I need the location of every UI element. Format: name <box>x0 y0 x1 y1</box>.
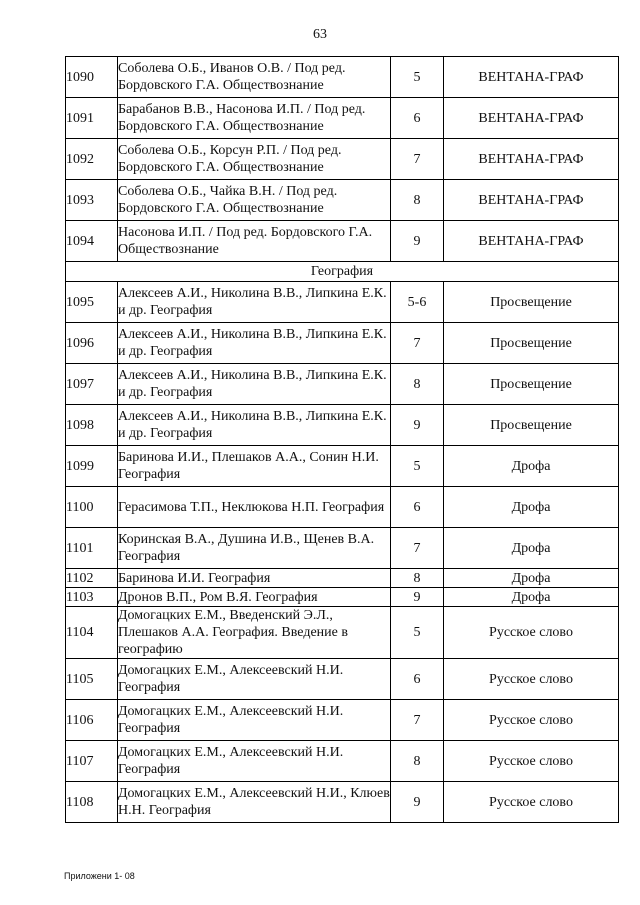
table-row <box>66 588 619 607</box>
row-authors: Алексеев А.И., Николина В.В., Липкина Е.К. и др. География <box>118 323 391 364</box>
textbook-table <box>65 56 619 823</box>
table-row <box>66 487 619 528</box>
row-publisher: Дрофа <box>444 487 619 528</box>
row-publisher: ВЕНТАНА-ГРАФ <box>444 98 619 139</box>
row-number: 1107 <box>66 741 118 782</box>
table-row <box>66 782 619 823</box>
row-publisher: Русское слово <box>444 700 619 741</box>
table-row <box>66 364 619 405</box>
row-grade: 7 <box>391 323 444 364</box>
row-publisher: Русское слово <box>444 607 619 659</box>
table-row <box>66 700 619 741</box>
row-authors: Дронов В.П., Ром В.Я. География <box>118 588 391 607</box>
row-grade: 8 <box>391 741 444 782</box>
table-row <box>66 607 619 659</box>
table-row <box>66 446 619 487</box>
row-number: 1097 <box>66 364 118 405</box>
row-publisher: Дрофа <box>444 569 619 588</box>
table-row <box>66 57 619 98</box>
table-row <box>66 659 619 700</box>
row-publisher: Просвещение <box>444 405 619 446</box>
table-row <box>66 180 619 221</box>
footer-note: Приложени 1- 08 <box>64 871 135 881</box>
row-number: 1095 <box>66 282 118 323</box>
row-grade: 5 <box>391 57 444 98</box>
row-authors: Алексеев А.И., Николина В.В., Липкина Е.К. и др. География <box>118 282 391 323</box>
table-row <box>66 98 619 139</box>
row-publisher: ВЕНТАНА-ГРАФ <box>444 139 619 180</box>
row-grade: 6 <box>391 487 444 528</box>
page-number: 63 <box>313 27 327 42</box>
row-grade: 5-6 <box>391 282 444 323</box>
row-grade: 5 <box>391 446 444 487</box>
row-number: 1093 <box>66 180 118 221</box>
table-row <box>66 282 619 323</box>
row-grade: 9 <box>391 221 444 262</box>
row-number: 1094 <box>66 221 118 262</box>
row-grade: 7 <box>391 528 444 569</box>
row-number: 1108 <box>66 782 118 823</box>
row-grade: 9 <box>391 782 444 823</box>
row-number: 1105 <box>66 659 118 700</box>
row-publisher: Просвещение <box>444 323 619 364</box>
row-grade: 9 <box>391 588 444 607</box>
row-number: 1091 <box>66 98 118 139</box>
row-number: 1106 <box>66 700 118 741</box>
row-number: 1090 <box>66 57 118 98</box>
row-number: 1100 <box>66 487 118 528</box>
row-number: 1101 <box>66 528 118 569</box>
row-publisher: Дрофа <box>444 588 619 607</box>
row-publisher: Русское слово <box>444 782 619 823</box>
row-number: 1103 <box>66 588 118 607</box>
row-authors: Соболева О.Б., Чайка В.Н. / Под ред. Бордовского Г.А. Обществознание <box>118 180 391 221</box>
row-authors: Домогацких Е.М., Введенский Э.Л., Плешаков А.А. География. Введение в географию <box>118 607 391 659</box>
row-publisher: ВЕНТАНА-ГРАФ <box>444 180 619 221</box>
table-row <box>66 741 619 782</box>
row-grade: 8 <box>391 364 444 405</box>
row-number: 1102 <box>66 569 118 588</box>
row-number: 1092 <box>66 139 118 180</box>
table-row <box>66 405 619 446</box>
row-publisher: Дрофа <box>444 528 619 569</box>
section-title: География <box>66 262 619 282</box>
row-authors: Баринова И.И. География <box>118 569 391 588</box>
row-grade: 9 <box>391 405 444 446</box>
row-authors: Барабанов В.В., Насонова И.П. / Под ред. Бордовского Г.А. Обществознание <box>118 98 391 139</box>
row-authors: Алексеев А.И., Николина В.В., Липкина Е.К. и др. География <box>118 364 391 405</box>
row-authors: Герасимова Т.П., Неклюкова Н.П. География <box>118 487 391 528</box>
row-authors: Насонова И.П. / Под ред. Бордовского Г.А. Обществознание <box>118 221 391 262</box>
row-authors: Соболева О.Б., Иванов О.В. / Под ред. Бордовского Г.А. Обществознание <box>118 57 391 98</box>
row-publisher: ВЕНТАНА-ГРАФ <box>444 221 619 262</box>
row-publisher: Дрофа <box>444 446 619 487</box>
row-authors: Домогацких Е.М., Алексеевский Н.И., Клюев Н.Н. География <box>118 782 391 823</box>
row-publisher: Просвещение <box>444 364 619 405</box>
row-number: 1098 <box>66 405 118 446</box>
row-authors: Коринская В.А., Душина И.В., Щенев В.А. География <box>118 528 391 569</box>
row-publisher: Просвещение <box>444 282 619 323</box>
row-number: 1096 <box>66 323 118 364</box>
row-authors: Домогацких Е.М., Алексеевский Н.И. География <box>118 700 391 741</box>
row-publisher: Русское слово <box>444 741 619 782</box>
row-grade: 8 <box>391 569 444 588</box>
row-publisher: Русское слово <box>444 659 619 700</box>
row-grade: 7 <box>391 700 444 741</box>
row-authors: Домогацких Е.М., Алексеевский Н.И. География <box>118 741 391 782</box>
row-number: 1104 <box>66 607 118 659</box>
row-authors: Алексеев А.И., Николина В.В., Липкина Е.К. и др. География <box>118 405 391 446</box>
table-row <box>66 221 619 262</box>
row-publisher: ВЕНТАНА-ГРАФ <box>444 57 619 98</box>
row-authors: Домогацких Е.М., Алексеевский Н.И. География <box>118 659 391 700</box>
table-row <box>66 569 619 588</box>
row-grade: 7 <box>391 139 444 180</box>
table-row <box>66 139 619 180</box>
row-number: 1099 <box>66 446 118 487</box>
row-grade: 8 <box>391 180 444 221</box>
row-authors: Баринова И.И., Плешаков А.А., Сонин Н.И. География <box>118 446 391 487</box>
section-row <box>66 262 619 282</box>
table-row <box>66 528 619 569</box>
row-grade: 5 <box>391 607 444 659</box>
table-row <box>66 323 619 364</box>
row-authors: Соболева О.Б., Корсун Р.П. / Под ред. Бордовского Г.А. Обществознание <box>118 139 391 180</box>
row-grade: 6 <box>391 98 444 139</box>
row-grade: 6 <box>391 659 444 700</box>
